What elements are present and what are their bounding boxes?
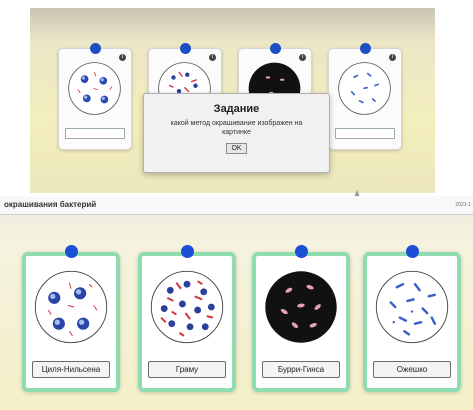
answer-slot[interactable] [335,128,395,139]
info-icon[interactable]: i [389,54,396,61]
card-label[interactable]: Граму [148,361,226,378]
ziehl-neelsen-dish-icon [67,61,122,116]
card-label[interactable]: Ожешко [373,361,451,378]
window-title: окрашивания бактерий [4,200,97,209]
pin-icon[interactable] [270,43,281,54]
card-ziehl-neelsen[interactable] [22,252,120,392]
info-icon[interactable]: i [209,54,216,61]
top-screen [30,8,435,193]
card-gram[interactable] [138,252,236,392]
card-label[interactable]: Циля-Нильсена [32,361,110,378]
pin-icon[interactable] [181,245,194,258]
dialog-title: Задание [213,103,260,115]
card-burri-gins[interactable] [252,252,350,392]
top-card-4[interactable] [328,48,402,150]
info-icon[interactable]: i [119,54,126,61]
dialog-message: какой метод окрашивание изображен на картинке [170,120,303,136]
pin-icon[interactable] [360,43,371,54]
pin-icon[interactable] [90,43,101,54]
pin-icon[interactable] [180,43,191,54]
top-card-1[interactable] [58,48,132,150]
window-title-bar [0,196,473,215]
info-icon[interactable]: i [299,54,306,61]
ziehl-neelsen-dish-icon [33,269,109,345]
burri-gins-dish-icon [263,269,339,345]
card-ozheshko[interactable] [363,252,461,392]
pin-icon[interactable] [295,245,308,258]
pin-icon[interactable] [65,245,78,258]
ozheshko-dish-icon [337,61,392,116]
task-dialog [143,93,330,173]
gram-dish-icon [149,269,225,345]
answer-slot[interactable] [65,128,125,139]
pin-icon[interactable] [406,245,419,258]
window-date: 2021-1 [455,202,471,208]
ok-button[interactable]: OK [226,143,246,154]
ozheshko-dish-icon [374,269,450,345]
card-label[interactable]: Бурри-Гинса [262,361,340,378]
bottom-screen [0,196,473,410]
